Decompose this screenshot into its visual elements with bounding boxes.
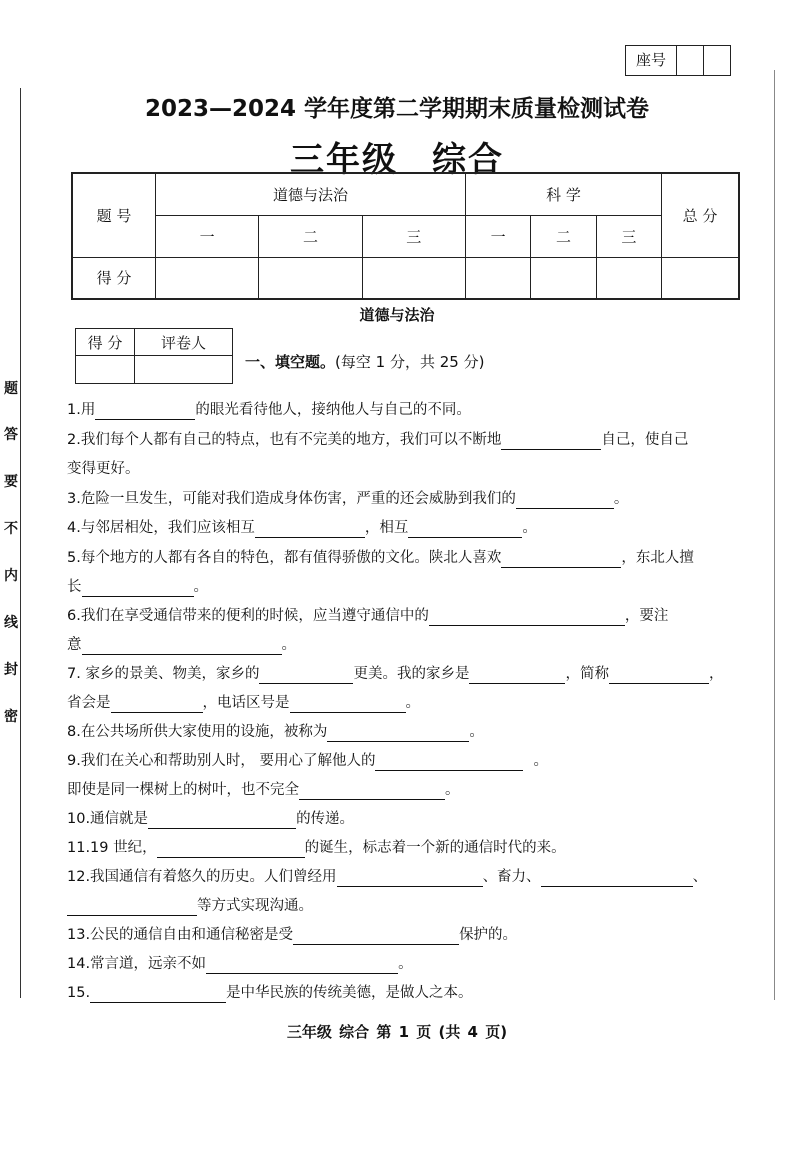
question-6 [67, 606, 668, 626]
question-8 [67, 722, 484, 742]
question-text: 8.在公共场所供大家使用的设施，被称为 [67, 724, 328, 740]
question-number: 二 [259, 215, 362, 257]
question-9 [67, 751, 548, 771]
question-7-cont [67, 693, 420, 713]
question-number: 一 [466, 215, 531, 257]
seal-char: 封 [4, 662, 18, 678]
question-10 [67, 809, 354, 829]
score-cell[interactable] [362, 257, 465, 299]
seal-char: 内 [4, 568, 18, 584]
score-cell[interactable] [466, 257, 531, 299]
question-text: 省会是 [67, 695, 111, 711]
seat-number-box [625, 45, 731, 76]
seal-char: 密 [4, 709, 18, 725]
subject-label: 综合 [432, 140, 504, 180]
answer-blank[interactable] [82, 638, 282, 655]
question-text: 。 [469, 724, 484, 740]
page-edge-line [774, 70, 775, 1000]
answer-blank[interactable] [206, 957, 398, 974]
seat-number-cell[interactable] [704, 46, 730, 75]
question-text: 的眼光看待他人，接纳他人与自己的不同。 [195, 402, 471, 418]
answer-blank[interactable] [90, 986, 226, 1003]
binding-line [20, 88, 21, 998]
score-cell[interactable] [259, 257, 362, 299]
question-text: 更美。我的家乡是 [353, 666, 470, 682]
grader-score-cell[interactable] [76, 356, 135, 384]
seat-number-cell[interactable] [677, 46, 704, 75]
seal-char: 要 [4, 474, 18, 490]
question-text: 等方式实现沟通。 [197, 898, 313, 914]
question-number: 二 [531, 215, 596, 257]
question-text: 意 [67, 637, 82, 653]
question-14 [67, 954, 413, 974]
question-text: 。 [398, 956, 413, 972]
question-9-cont [67, 780, 460, 800]
question-text: 9.我们在关心和帮助别人时， 要用心了解他人的 [67, 753, 376, 769]
question-7 [67, 664, 723, 684]
question-text: 的诞生，标志着一个新的通信时代的来。 [304, 840, 566, 856]
question-12-cont [67, 896, 313, 916]
answer-blank[interactable] [408, 521, 522, 538]
question-text: 自己，使自己 [601, 432, 689, 448]
question-2-cont [67, 459, 140, 479]
question-text: 2.我们每个人都有自己的特点，也有不完美的地方，我们可以不断地 [67, 432, 502, 448]
answer-blank[interactable] [541, 870, 693, 887]
question-text: 12.我国通信有着悠久的历史。人们曾经用 [67, 869, 337, 885]
answer-blank[interactable] [501, 551, 621, 568]
question-text: 15. [67, 985, 91, 1001]
answer-blank[interactable] [327, 725, 469, 742]
total-score-cell[interactable] [662, 257, 740, 299]
question-text: 、畜力、 [482, 869, 541, 885]
question-5 [67, 548, 694, 568]
grader-score-label: 得 分 [76, 329, 135, 356]
question-text: 7. 家乡的景美、物美，家乡的 [67, 666, 260, 682]
score-cell[interactable] [596, 257, 661, 299]
question-text: 。 [533, 753, 548, 769]
question-text: 5.每个地方的人都有各自的特色，都有值得骄傲的文化。陕北人喜欢 [67, 550, 502, 566]
question-text: ，东北人擅 [621, 550, 694, 566]
question-text: 是中华民族的传统美德，是做人之本。 [226, 985, 473, 1001]
question-13 [67, 925, 517, 945]
total-header: 总 分 [662, 173, 740, 257]
question-text: 14.常言道，远亲不如 [67, 956, 207, 972]
question-text: 。 [405, 695, 420, 711]
question-text: 6.我们在享受通信带来的便利的时候，应当遵守通信中的 [67, 608, 429, 624]
question-3 [67, 489, 628, 509]
question-text: 3.危险一旦发生，可能对我们造成身体伤害，严重的还会威胁到我们的 [67, 491, 516, 507]
answer-blank[interactable] [375, 754, 523, 771]
question-text: ，要注 [624, 608, 669, 624]
question-text: 4.与邻居相处，我们应该相互 [67, 520, 255, 536]
answer-blank[interactable] [299, 783, 445, 800]
answer-blank[interactable] [293, 928, 459, 945]
question-number: 三 [596, 215, 661, 257]
answer-blank[interactable] [501, 433, 601, 450]
question-text: 保护的。 [459, 927, 518, 943]
question-text: ，简称 [565, 666, 609, 682]
seal-char: 不 [4, 521, 18, 537]
score-table [71, 172, 740, 300]
question-text: 的传递。 [296, 811, 355, 827]
row-header-score: 得 分 [72, 257, 156, 299]
grader-name-cell[interactable] [135, 356, 233, 384]
score-cell[interactable] [531, 257, 596, 299]
answer-blank[interactable] [148, 812, 296, 829]
question-11 [67, 838, 566, 858]
question-text: ， [708, 666, 724, 682]
question-text: 13.公民的通信自由和通信秘密是受 [67, 927, 294, 943]
question-4 [67, 518, 537, 538]
page-footer: 三年级 综合 第 1 页 (共 4 页) [286, 1023, 508, 1041]
part-heading [245, 351, 484, 372]
question-2 [67, 430, 688, 450]
seal-char: 线 [4, 615, 18, 631]
answer-blank[interactable] [255, 521, 365, 538]
answer-blank[interactable] [337, 870, 483, 887]
answer-blank[interactable] [111, 696, 203, 713]
group-header-morality: 道德与法治 [156, 173, 466, 215]
row-header-number: 题 号 [72, 173, 156, 257]
seal-char: 题 [4, 381, 18, 397]
part-title: 一、填空题。 [245, 353, 336, 371]
seal-char: 答 [4, 427, 18, 443]
question-text: 变得更好。 [67, 461, 140, 477]
question-1 [67, 400, 471, 420]
answer-blank[interactable] [67, 899, 197, 916]
question-text: 11.19 世纪， [67, 840, 157, 856]
seat-number-label: 座号 [626, 46, 677, 75]
question-text: 1.用 [67, 402, 96, 418]
answer-blank[interactable] [95, 403, 195, 420]
answer-blank[interactable] [609, 667, 709, 684]
grade-label: 三年级 [290, 140, 398, 180]
question-text: 长 [67, 579, 82, 595]
answer-blank[interactable] [429, 609, 625, 626]
question-text: 、 [692, 869, 708, 885]
answer-blank[interactable] [469, 667, 565, 684]
score-cell[interactable] [156, 257, 259, 299]
grader-name-label: 评卷人 [135, 329, 233, 356]
grader-box [75, 328, 233, 384]
question-text: ，相互 [364, 520, 409, 536]
answer-blank[interactable] [290, 696, 406, 713]
question-text: 。 [445, 782, 460, 798]
question-text: 。 [613, 491, 629, 507]
answer-blank[interactable] [516, 492, 614, 509]
group-header-science: 科 学 [466, 173, 662, 215]
exam-title: 2023—2024 学年度第二学期期末质量检测试卷 [144, 96, 650, 122]
question-number: 三 [362, 215, 465, 257]
question-text: 。 [193, 579, 208, 595]
part-note: (每空 1 分，共 25 分) [335, 353, 485, 371]
question-text: ，电话区号是 [202, 695, 290, 711]
answer-blank[interactable] [259, 667, 353, 684]
question-number: 一 [156, 215, 259, 257]
answer-blank[interactable] [82, 580, 194, 597]
question-text: 即使是同一棵树上的树叶，也不完全 [67, 782, 299, 798]
question-text: 10.通信就是 [67, 811, 149, 827]
question-5-cont [67, 577, 208, 597]
section-title: 道德与法治 [359, 306, 435, 324]
question-15 [67, 983, 473, 1003]
question-text: 。 [522, 520, 537, 536]
question-text: 。 [281, 637, 296, 653]
answer-blank[interactable] [157, 841, 305, 858]
question-6-cont [67, 635, 296, 655]
question-12 [67, 867, 707, 887]
